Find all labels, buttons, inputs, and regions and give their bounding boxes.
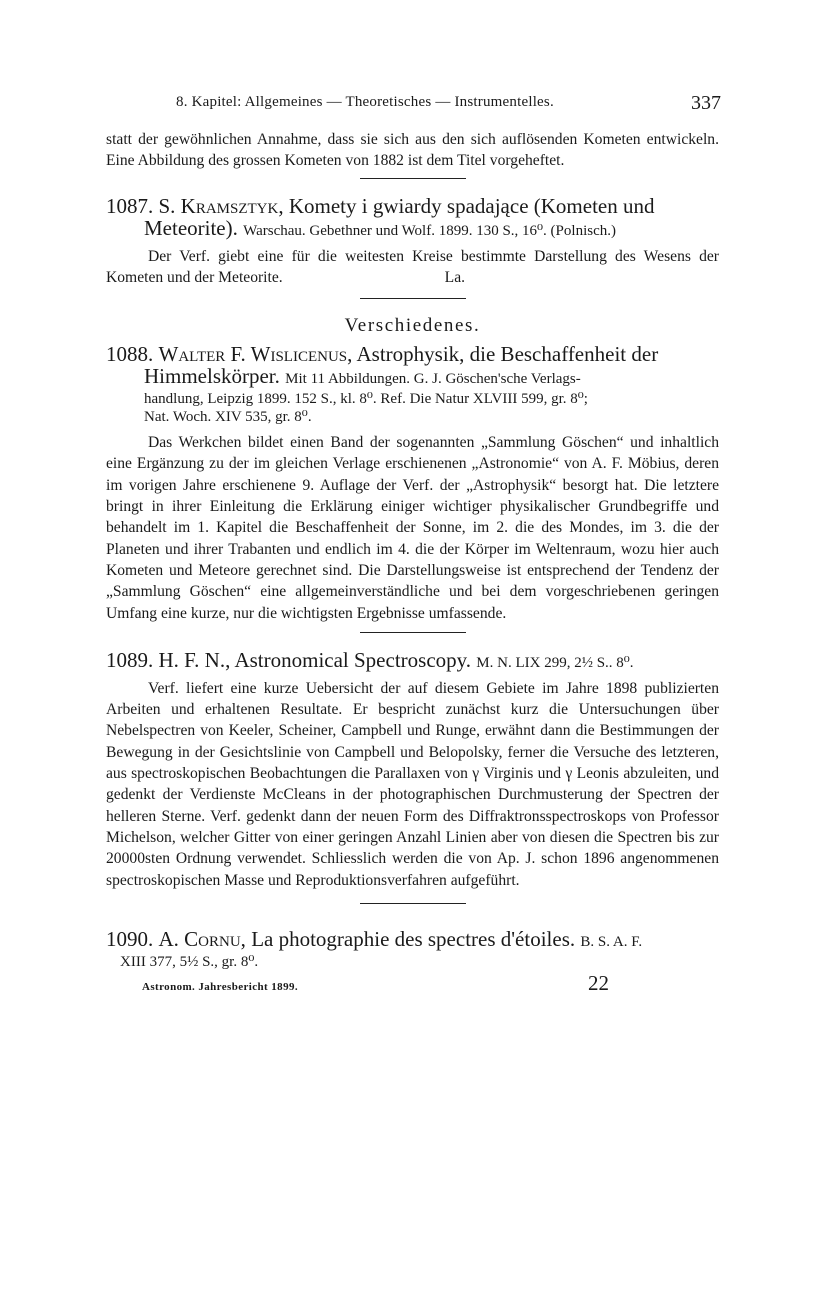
entry-author: A. Cornu,: [158, 926, 246, 951]
entry-publication: B. S. A. F.: [580, 933, 643, 950]
page: [106, 92, 719, 1001]
signature-mark: 22: [588, 970, 609, 995]
entry-publication: M. N. LIX 299, 2½ S.. 8⁰.: [476, 654, 634, 671]
separator-rule: [360, 178, 466, 179]
entry-title: Komety i gwiardy spadające (Kometen und: [288, 193, 655, 218]
entry-author: H. F. N.,: [158, 647, 231, 672]
entry-number: 1087.: [106, 193, 154, 218]
reviewer-signoff: La.: [444, 268, 466, 286]
entry-author: S. Kramsztyk,: [158, 193, 284, 218]
separator-rule: [360, 903, 466, 904]
entry-number: 1088.: [106, 342, 154, 367]
carryover-paragraph: statt der gewöhnlichen Annahme, dass sie sich aus den sich auflösenden Kometen entwickeln. Eine Abbildung des grossen Kometen von 1882 ist dem Titel vorgeheftet.: [106, 131, 719, 170]
entry-publication: Mit 11 Abbildungen. G. J. Göschen'sche Verlags-: [285, 371, 581, 388]
entry-author: Walter F. Wislicenus,: [158, 342, 353, 367]
entry-publication-line: Nat. Woch. XIV 535, gr. 8⁰.: [144, 409, 312, 426]
entry-1087-heading: [106, 195, 719, 242]
entry-title: La photographie des spectres d'étoiles.: [251, 926, 576, 951]
entry-number: 1089.: [106, 647, 154, 672]
entry-1090-heading: [106, 928, 719, 971]
page-number: 337: [691, 92, 721, 114]
footer-journal-title: Astronom. Jahresbericht 1899.: [142, 980, 299, 993]
entry-1088-heading: [106, 343, 719, 426]
entry-title: Astronomical Spectroscopy.: [234, 647, 472, 672]
entry-1089-heading: [106, 649, 719, 674]
entry-title-continued: Himmelskörper.: [144, 364, 280, 389]
entry-title: Astrophysik, die Beschaffenheit der: [356, 342, 659, 367]
entry-publication-line: handlung, Leipzig 1899. 152 S., kl. 8⁰. Ref. Die Natur XLVIII 599, gr. 8⁰;: [144, 391, 588, 408]
separator-rule: [360, 298, 466, 299]
page-footer: [106, 970, 719, 1001]
entry-1087-body: Der Verf. giebt eine für die weitesten Kreise bestimmte Darstellung des Wesens der Kometen und der Meteorite. La.: [106, 246, 719, 289]
entry-publication: Warschau. Gebethner und Wolf. 1899. 130 S., 16⁰. (Polnisch.): [243, 222, 616, 239]
section-title: Verschiedenes.: [344, 315, 481, 337]
entry-publication-line: XIII 377, 5½ S., gr. 8⁰.: [120, 953, 259, 970]
entry-1088-body: Das Werkchen bildet einen Band der sogenannten „Sammlung Göschen“ und inhaltlich eine Ergänzung zu der im gleichen Verlage erschienenen „Astronomie“ von A. F. Möbius, deren im vorigen Jahre erschienene 9. Auflage der Verf. der „Astrophysik“ besorgt hat. Die letztere bringt in ihrer Einleitung die Erklärung einiger wichtiger physikalischer Grundbegriffe und behandelt im 1. Kapitel die Beschaffenheit der Sonne, im 2. die des Mondes, im 3. die der Planeten und ihrer Trabanten und endlich im 4. die der Körper im Weltenraum, wozu hier auch Kometen und Meteore gerechnet sind. Die Darstellungsweise ist entsprechend der Tendenz der „Sammlung Göschen“ eine allgemeinverständliche und bei dem vorgeschriebenen geringen Umfang eine kurze, nur die wichtigsten Ergebnisse umfassende.: [106, 434, 719, 622]
running-head: [106, 92, 719, 118]
entry-title-continued: Meteorite).: [144, 215, 238, 240]
running-head-title: 8. Kapitel: Allgemeines — Theoretisches — Instrumentelles.: [176, 94, 554, 110]
separator-rule: [360, 632, 466, 633]
entry-1089-body: Verf. liefert eine kurze Uebersicht der auf diesem Gebiete im Jahre 1898 publizierten Arbeiten und erhaltenen Resultate. Er bespricht zunächst kurz die Untersuchungen über Nebelspectren von Keeler, Scheiner, Campbell und Runge, erwähnt dann die Bestimmungen der Bewegung in der Gesichtslinie von Campbell und Belopolsky, ferner die Versuche des letzteren, aus spectroskopischen Beobachtungen die Parallaxen von γ Virginis und γ Leonis abzuleiten, und gedenkt der Verdienste McCleans in der photographischen Durchmusterung der Spectren der helleren Sterne. Verf. gedenkt dann der neuen Form des Diffraktronsspectroskops von Professor Michelson, welcher Gitter von einer geringen Anzahl Linien aber von diesen die Spectren bis zur 20000sten Ordnung verwendet. Schliesslich werden die von Ap. J. schon 1896 angenommenen spectroskopischen Masse und Reproduktionsverfahren aufgeführt.: [106, 679, 719, 889]
entry-number: 1090.: [106, 926, 154, 951]
